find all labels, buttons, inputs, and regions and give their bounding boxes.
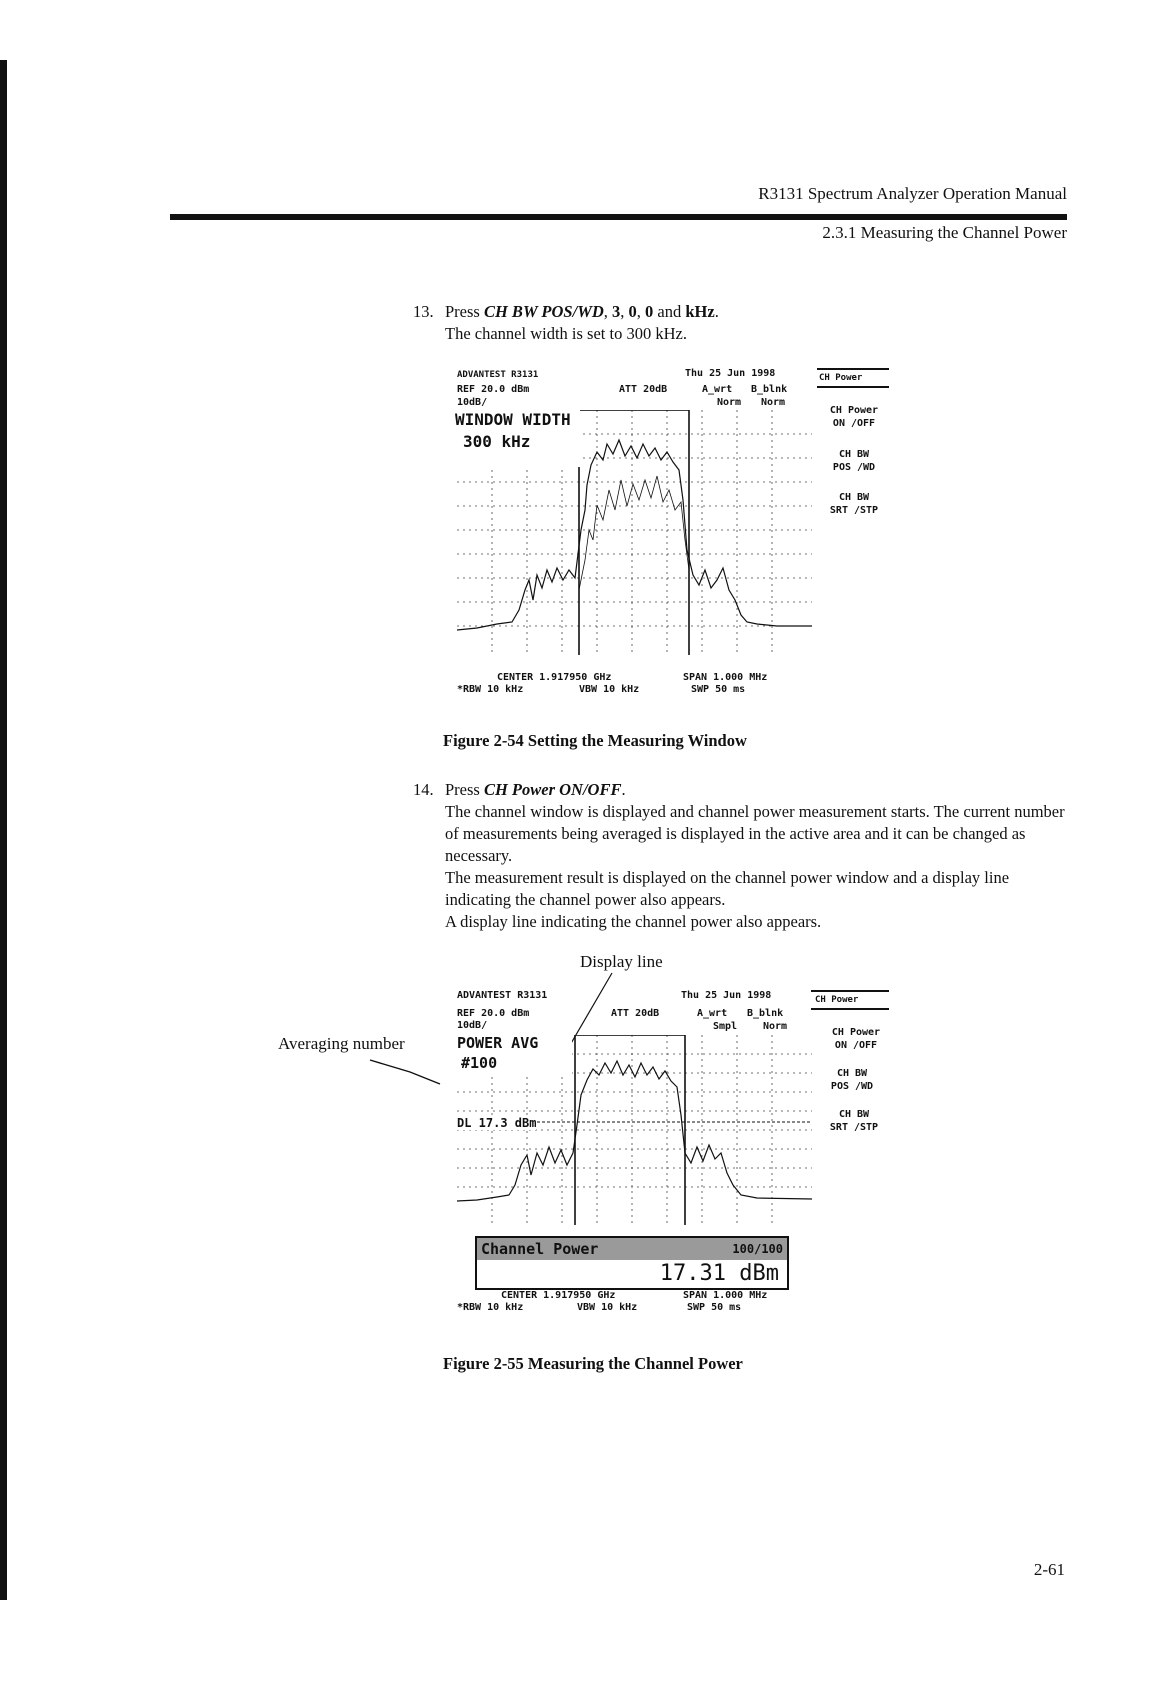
span: SPAN 1.000 MHz [683,1290,768,1301]
channel-power-header [477,1238,787,1260]
softkey-ch-power[interactable]: CH Power ON /OFF [831,1027,881,1051]
softkey-ch-bw-pos-wd[interactable]: CH BW POS /WD [830,1068,874,1092]
end: . [714,302,719,321]
key-0: 0 [645,302,654,321]
step-number: 14. [413,780,434,799]
softkey-ch-bw-pos-wd[interactable]: CH BW POS /WD [832,449,876,473]
detector-b: Norm [763,1021,788,1032]
trace-a-mode: A_wrt [697,1008,728,1019]
section-title: 2.3.1 Measuring the Channel Power [822,223,1067,242]
date-label: Thu 25 Jun 1998 [681,990,772,1001]
brand-label: ADVANTEST R3131 [457,370,539,380]
callout-display-line: Display line [580,952,663,971]
channel-power-window [475,1236,789,1290]
span: SPAN 1.000 MHz [683,672,768,683]
analyzer-screen-2 [455,987,900,1327]
active-value: #100 [461,1054,498,1072]
end: . [621,780,626,799]
date-label: Thu 25 Jun 1998 [685,368,776,379]
channel-power-title: Channel Power [481,1240,599,1258]
vbw: VBW 10 kHz [579,684,640,695]
key-0: 0 [628,302,637,321]
detector-b: Norm [761,397,786,408]
detector-a: Smpl [713,1021,738,1032]
step-description: The channel width is set to 300 kHz. [445,324,687,343]
rbw: *RBW 10 kHz [457,684,524,695]
menu-title-box [811,990,889,1010]
sep: and [653,302,686,321]
scale-label: 10dB/ [457,397,488,408]
center-freq: CENTER 1.917950 GHz [501,1290,616,1301]
key-khz: kHz [685,302,715,321]
manual-title: R3131 Spectrum Analyzer Operation Manual [758,184,1067,203]
active-label: WINDOW WIDTH [455,410,571,429]
center-freq: CENTER 1.917950 GHz [497,672,612,683]
sweep-time: SWP 50 ms [687,1302,742,1313]
page-number: 2-61 [1033,1560,1065,1579]
detector-a: Norm [717,397,742,408]
sweep-time: SWP 50 ms [691,684,746,695]
key-3: 3 [612,302,621,321]
command-key: CH BW POS/WD [483,302,604,321]
step-paragraph-1: The channel window is displayed and channel power measurement starts. The current number of measurements being averaged is displayed in the active area and it can be changed as necessary. [445,802,1065,865]
active-value: 300 kHz [463,432,531,451]
spectrum-trace [457,1061,812,1201]
sep: , [620,302,629,321]
step-number: 13. [413,302,434,321]
ref-level: REF 20.0 dBm [457,384,530,395]
menu-title: CH Power [819,373,863,383]
ref-level: REF 20.0 dBm [457,1008,530,1019]
rbw: *RBW 10 kHz [457,1302,524,1313]
callout-averaging-number: Averaging number [278,1034,405,1053]
press-text: Press [445,302,484,321]
trace-a-mode: A_wrt [702,384,733,395]
display-line-level: DL 17.3 dBm [457,1116,537,1130]
trace-b-mode: B_blnk [747,1008,784,1019]
trace-b-mode: B_blnk [751,384,788,395]
channel-power-value: 17.31 dBm [659,1261,779,1286]
averaging-count: 100/100 [732,1242,783,1256]
sep: , [636,302,646,321]
attenuation: ATT 20dB [619,384,668,395]
scale-label: 10dB/ [457,1020,488,1031]
softkey-ch-power[interactable]: CH Power ON /OFF [829,405,879,429]
vbw: VBW 10 kHz [577,1302,638,1313]
step-paragraph-2: The measurement result is displayed on the channel power window and a display line indicating the channel power also appears. [445,868,1010,909]
brand-label: ADVANTEST R3131 [457,990,548,1001]
step-paragraph-3: A display line indicating the channel power also appears. [445,912,822,931]
sep: , [603,302,613,321]
active-area [457,1035,572,1075]
command-key: CH Power ON/OFF [483,780,622,799]
press-text: Press [445,780,484,799]
attenuation: ATT 20dB [611,1008,660,1019]
softkey-ch-bw-srt-stp[interactable]: CH BW SRT /STP [829,1109,879,1133]
figure-caption-1: Figure 2-54 Setting the Measuring Window [443,731,747,750]
menu-title: CH Power [815,995,859,1005]
figure-caption-2: Figure 2-55 Measuring the Channel Power [443,1354,743,1373]
softkey-ch-bw-srt-stp[interactable]: CH BW SRT /STP [829,492,879,516]
active-label: POWER AVG [457,1034,539,1052]
